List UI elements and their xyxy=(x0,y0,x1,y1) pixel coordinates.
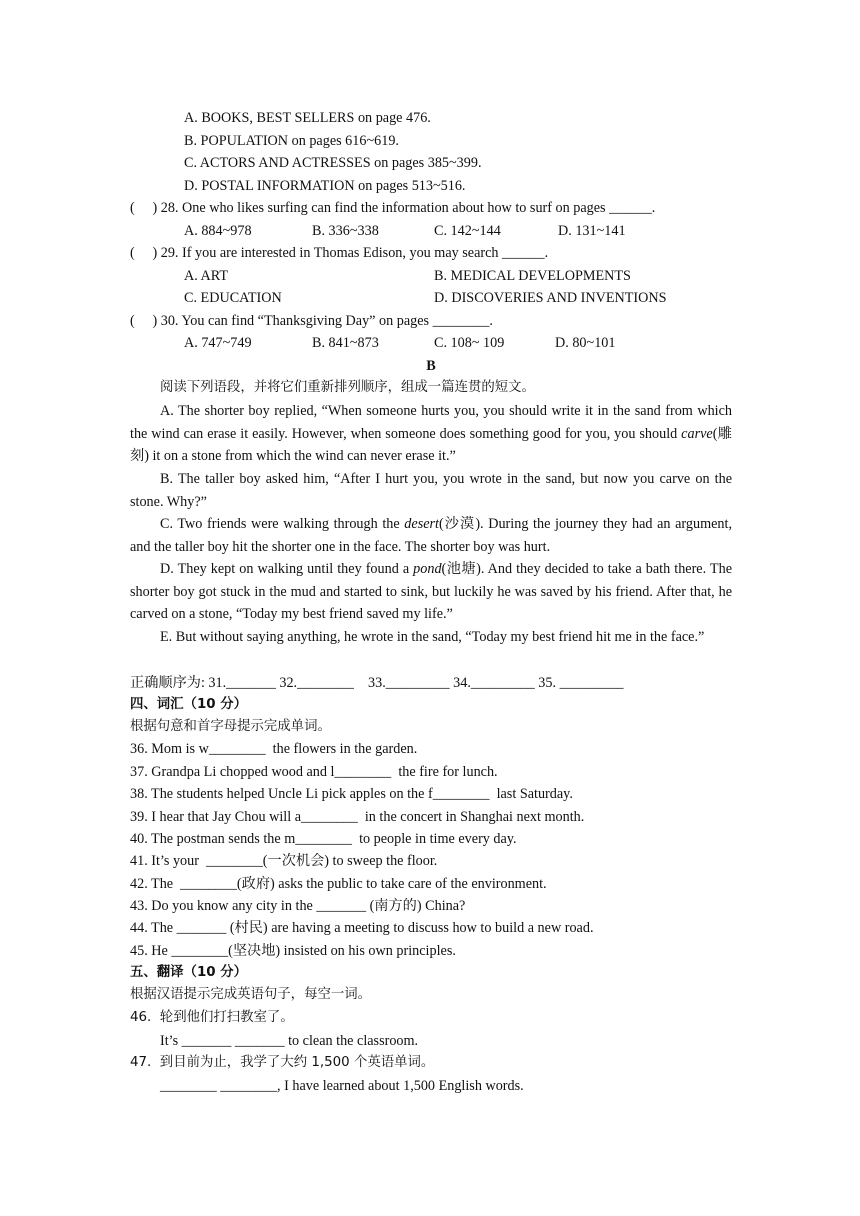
q29-option-c: C. EDUCATION xyxy=(184,290,282,306)
section-5-instruction: 根据汉语提示完成英语句子，每空一词。 xyxy=(130,987,372,1002)
q28-option-d: D. 131~141 xyxy=(558,223,626,239)
vocab-item-42: 42. The ________(政府) asks the public to take care of the environment. xyxy=(130,876,547,892)
q29-option-b: B. MEDICAL DEVELOPMENTS xyxy=(434,268,631,284)
vocab-item-45: 45. He ________(坚决地) insisted on his own principles. xyxy=(130,943,456,959)
section-b-instruction: 阅读下列语段，并将它们重新排列顺序，组成一篇连贯的短文。 xyxy=(160,380,535,395)
translation-47-english: ________ ________, I have learned about 1,500 English words. xyxy=(160,1078,524,1094)
vocab-item-41: 41. It’s your ________(一次机会) to sweep the floor. xyxy=(130,853,438,869)
paragraph-e xyxy=(130,626,732,649)
vocab-item-43: 43. Do you know any city in the _______ (南方的) China? xyxy=(130,898,466,914)
vocab-item-40: 40. The postman sends the m________ to people in time every day. xyxy=(130,831,517,847)
paragraph-b-text: B. The taller boy asked him, “After I hurt you, you wrote in the sand, but now you carve on the stone. Why?” xyxy=(130,471,732,510)
section-5-title: 五、翻译（10 分） xyxy=(130,965,248,980)
q27-option-c: C. ACTORS AND ACTRESSES on pages 385~399. xyxy=(184,155,482,171)
paragraph-a xyxy=(130,400,732,468)
q27-option-a: A. BOOKS, BEST SELLERS on page 476. xyxy=(184,110,431,126)
paragraph-c-desert: desert xyxy=(404,516,439,532)
q30-option-b: B. 841~873 xyxy=(312,335,379,351)
paragraph-d-text-1: D. They kept on walking until they found a xyxy=(160,561,414,577)
paragraph-d-text-2: (池塘). And they decided to take a bath there. The shorter boy got stuck in the mud and started to sink, but luckily he was saved by his friend. After that, he carved on a stone, “Today my best friend saved my life.” xyxy=(130,561,732,622)
q27-option-d: D. POSTAL INFORMATION on pages 513~516. xyxy=(184,178,466,194)
q30-option-a: A. 747~749 xyxy=(184,335,252,351)
translation-46-english: It’s _______ _______ to clean the classroom. xyxy=(160,1033,419,1049)
q29-option-d: D. DISCOVERIES AND INVENTIONS xyxy=(434,290,667,306)
q30-option-c: C. 108~ 109 xyxy=(434,335,505,351)
paragraph-d-pond: pond xyxy=(413,561,442,577)
paragraph-b xyxy=(130,468,732,513)
q29-stem: ( ) 29. If you are interested in Thomas Edison, you may search ______. xyxy=(130,245,549,261)
order-answer-line: 正确顺序为: 31._______ 32.________ 33._________ 34._________ 35. _________ xyxy=(130,675,624,691)
section-b-heading: B xyxy=(426,358,436,374)
q27-option-b: B. POPULATION on pages 616~619. xyxy=(184,133,399,149)
q29-option-a: A. ART xyxy=(184,268,229,284)
section-4-instruction: 根据句意和首字母提示完成单词。 xyxy=(130,719,331,734)
paragraph-d xyxy=(130,558,732,626)
q30-option-d: D. 80~101 xyxy=(555,335,616,351)
paragraph-a-text-1: A. The shorter boy replied, “When someone hurts you, you should write it in the sand from which the wind can erase it easily. However, when someone does something good for you, you should xyxy=(130,403,732,442)
translation-47-chinese: 47. 到目前为止，我学了大约 1,500 个英语单词。 xyxy=(130,1055,435,1070)
q28-stem: ( ) 28. One who likes surfing can find the information about how to surf on pages ______. xyxy=(130,200,656,216)
vocab-item-36: 36. Mom is w________ the flowers in the garden. xyxy=(130,741,418,757)
translation-46-chinese: 46. 轮到他们打扫教室了。 xyxy=(130,1010,294,1025)
q28-option-b: B. 336~338 xyxy=(312,223,379,239)
vocab-item-39: 39. I hear that Jay Chou will a________ in the concert in Shanghai next month. xyxy=(130,809,585,825)
paragraph-e-text: E. But without saying anything, he wrote in the sand, “Today my best friend hit me in the face.” xyxy=(160,629,705,645)
paragraph-c-text-1: C. Two friends were walking through the xyxy=(160,516,405,532)
q28-option-a: A. 884~978 xyxy=(184,223,252,239)
vocab-item-38: 38. The students helped Uncle Li pick apples on the f________ last Saturday. xyxy=(130,786,573,802)
vocab-item-37: 37. Grandpa Li chopped wood and l________ the fire for lunch. xyxy=(130,764,498,780)
q28-option-c: C. 142~144 xyxy=(434,223,501,239)
paragraph-a-text-2: (雕刻) it on a stone from which the wind can never erase it.” xyxy=(130,425,732,464)
section-4-title: 四、词汇（10 分） xyxy=(130,697,248,712)
paragraph-a-carve: carve xyxy=(681,425,713,442)
paragraph-c xyxy=(130,513,732,558)
q30-stem: ( ) 30. You can find “Thanksgiving Day” on pages ________. xyxy=(130,313,493,329)
paragraph-c-text-2: (沙漠). During the journey they had an argument, and the taller boy hit the shorter one in the face. The shorter boy was hurt. xyxy=(130,516,733,555)
vocab-item-44: 44. The _______ (村民) are having a meeting to discuss how to build a new road. xyxy=(130,920,594,936)
